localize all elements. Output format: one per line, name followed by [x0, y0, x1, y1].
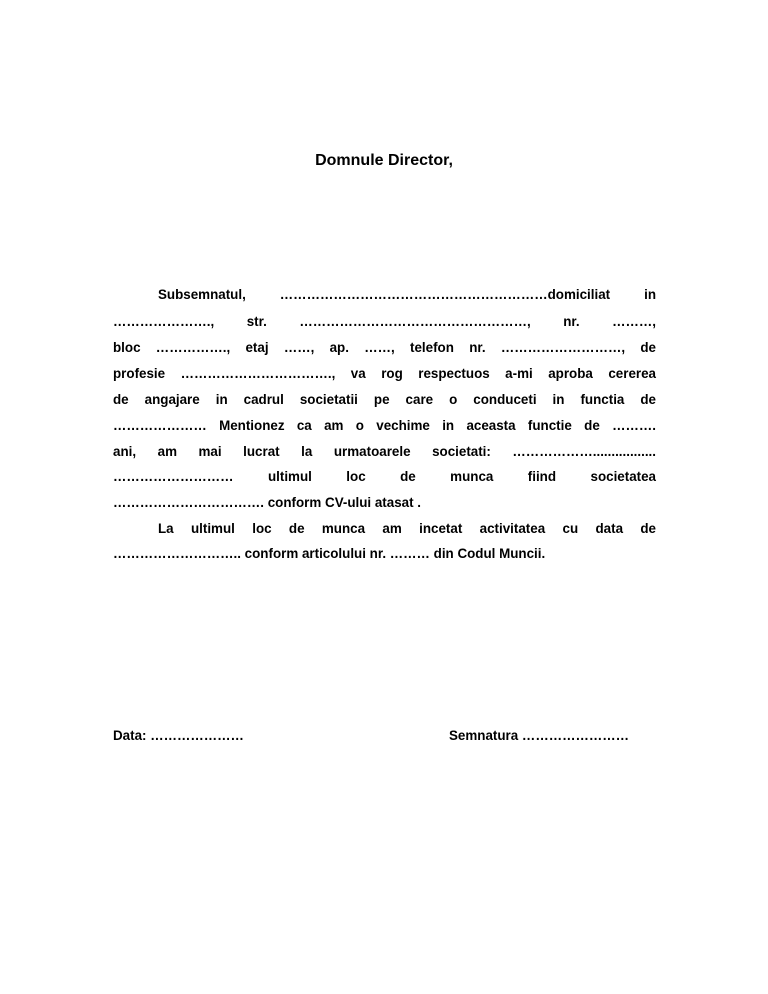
signature-label: Semnatura ……………………	[449, 728, 630, 743]
date-label: Data: …………………	[113, 728, 244, 743]
paragraph2-line-1: La ultimul loc de munca am incetat activitatea cu data de	[158, 521, 656, 536]
paragraph1-line-6: ………………… Mentionez ca am o vechime in aceasta functie de ……….	[113, 418, 656, 433]
paragraph1-line-1: Subsemnatul, ……………………………………………………domiciliat in	[158, 287, 656, 302]
paragraph1-line-4: profesie ……………………………., va rog respectuos a-mi aproba cererea	[113, 366, 656, 381]
paragraph2-line-2: ……………………….. conform articolului nr. ……… din Codul Muncii.	[113, 546, 546, 561]
paragraph1-line-9: ……………………………. conform CV-ului atasat .	[113, 495, 422, 510]
paragraph1-line-2: …………………., str. ……………………………………………, nr. ………,	[113, 314, 656, 329]
paragraph1-line-3: bloc ……………., etaj ……, ap. ……, telefon nr. ………………………, de	[113, 340, 656, 355]
paragraph1-line-7: ani, am mai lucrat la urmatoarele societati: ……………….................	[113, 444, 656, 459]
document-title: Domnule Director,	[315, 152, 453, 169]
paragraph1-line-5: de angajare in cadrul societatii pe care o conduceti in functia de	[113, 392, 656, 407]
paragraph1-line-8: ……………………… ultimul loc de munca fiind societatea	[113, 469, 656, 484]
